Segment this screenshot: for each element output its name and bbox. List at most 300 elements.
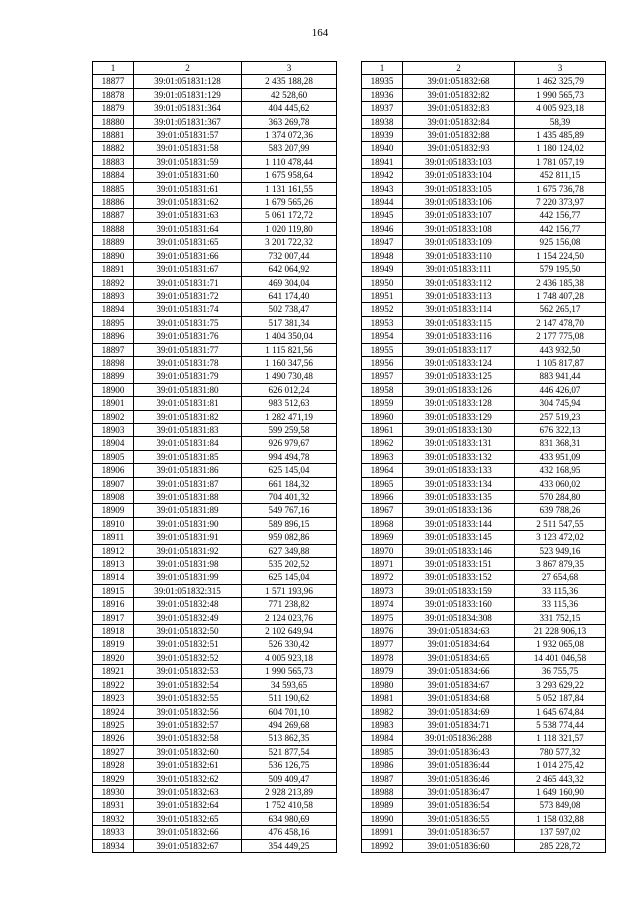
header-col-3: 3 — [515, 62, 606, 75]
table-row — [362, 437, 606, 450]
table-row — [93, 356, 337, 369]
value-cell: 1 158 032,88 — [515, 812, 606, 825]
table-row — [362, 383, 606, 396]
cadastral-number-cell: 39:01:051832:53 — [134, 665, 242, 678]
cadastral-number-cell: 39:01:051834:71 — [403, 718, 515, 731]
table-row — [93, 625, 337, 638]
value-cell: 27 654,68 — [515, 571, 606, 584]
row-number-cell: 18987 — [362, 772, 403, 785]
table-row — [93, 289, 337, 302]
value-cell: 4 005 923,18 — [242, 651, 337, 664]
cadastral-number-cell: 39:01:051833:115 — [403, 316, 515, 329]
table-row — [93, 182, 337, 195]
table-row — [93, 665, 337, 678]
value-cell: 442 156,77 — [515, 209, 606, 222]
table-row — [362, 718, 606, 731]
value-cell: 1 282 471,19 — [242, 410, 337, 423]
table-row — [93, 705, 337, 718]
table-row — [362, 343, 606, 356]
row-number-cell: 18905 — [93, 450, 134, 463]
value-cell: 1 131 161,55 — [242, 182, 337, 195]
value-cell: 285 228,72 — [515, 839, 606, 852]
header-col-3: 3 — [242, 62, 337, 75]
value-cell: 625 145,04 — [242, 571, 337, 584]
row-number-cell: 18939 — [362, 129, 403, 142]
value-cell: 1 435 485,89 — [515, 129, 606, 142]
cadastral-number-cell: 39:01:051833:117 — [403, 343, 515, 356]
cadastral-number-cell: 39:01:051832:68 — [403, 75, 515, 88]
value-cell: 925 156,08 — [515, 236, 606, 249]
cadastral-number-cell: 39:01:051831:84 — [134, 437, 242, 450]
row-number-cell: 18883 — [93, 155, 134, 168]
cadastral-number-cell: 39:01:051831:88 — [134, 491, 242, 504]
row-number-cell: 18911 — [93, 531, 134, 544]
cadastral-number-cell: 39:01:051831:128 — [134, 75, 242, 88]
cadastral-number-cell: 39:01:051836:44 — [403, 759, 515, 772]
row-number-cell: 18990 — [362, 812, 403, 825]
value-cell: 443 932,50 — [515, 343, 606, 356]
cadastral-number-cell: 39:01:051833:106 — [403, 196, 515, 209]
value-cell: 1 374 072,36 — [242, 129, 337, 142]
value-cell: 570 284,80 — [515, 491, 606, 504]
row-number-cell: 18917 — [93, 611, 134, 624]
row-number-cell: 18954 — [362, 330, 403, 343]
value-cell: 2 147 478,70 — [515, 316, 606, 329]
row-number-cell: 18912 — [93, 544, 134, 557]
cadastral-number-cell: 39:01:051832:84 — [403, 115, 515, 128]
table-row — [362, 169, 606, 182]
table-row — [93, 410, 337, 423]
value-cell: 3 123 472,02 — [515, 531, 606, 544]
cadastral-number-cell: 39:01:051834:64 — [403, 638, 515, 651]
table-row — [93, 517, 337, 530]
value-cell: 36 755,75 — [515, 665, 606, 678]
value-cell: 639 788,26 — [515, 504, 606, 517]
table-row — [93, 745, 337, 758]
row-number-cell: 18892 — [93, 276, 134, 289]
value-cell: 573 849,08 — [515, 799, 606, 812]
value-cell: 599 259,58 — [242, 423, 337, 436]
cadastral-number-cell: 39:01:051836:288 — [403, 732, 515, 745]
cadastral-number-cell: 39:01:051833:151 — [403, 558, 515, 571]
row-number-cell: 18963 — [362, 450, 403, 463]
table-row — [93, 142, 337, 155]
row-number-cell: 18959 — [362, 397, 403, 410]
value-cell: 34 593,65 — [242, 678, 337, 691]
row-number-cell: 18904 — [93, 437, 134, 450]
cadastral-number-cell: 39:01:051833:109 — [403, 236, 515, 249]
row-number-cell: 18973 — [362, 584, 403, 597]
cadastral-number-cell: 39:01:051831:57 — [134, 129, 242, 142]
row-number-cell: 18989 — [362, 799, 403, 812]
row-number-cell: 18930 — [93, 785, 134, 798]
row-number-cell: 18929 — [93, 772, 134, 785]
cadastral-number-cell: 39:01:051832:52 — [134, 651, 242, 664]
cadastral-number-cell: 39:01:051831:129 — [134, 88, 242, 101]
cadastral-number-cell: 39:01:051836:55 — [403, 812, 515, 825]
table-row — [362, 705, 606, 718]
cadastral-number-cell: 39:01:051832:57 — [134, 718, 242, 731]
value-cell: 442 156,77 — [515, 222, 606, 235]
cadastral-number-cell: 39:01:051831:85 — [134, 450, 242, 463]
cadastral-number-cell: 39:01:051833:105 — [403, 182, 515, 195]
table-row — [362, 423, 606, 436]
cadastral-number-cell: 39:01:051833:104 — [403, 169, 515, 182]
value-cell: 626 012,24 — [242, 383, 337, 396]
row-number-cell: 18945 — [362, 209, 403, 222]
table-row — [362, 330, 606, 343]
value-cell: 517 381,34 — [242, 316, 337, 329]
row-number-cell: 18933 — [93, 826, 134, 839]
value-cell: 994 494,78 — [242, 450, 337, 463]
value-cell: 1 781 057,19 — [515, 155, 606, 168]
value-cell: 452 811,15 — [515, 169, 606, 182]
value-cell: 1 160 347,56 — [242, 356, 337, 369]
table-row — [362, 410, 606, 423]
cadastral-number-cell: 39:01:051833:160 — [403, 598, 515, 611]
table-header-row — [362, 62, 606, 75]
table-row — [362, 517, 606, 530]
value-cell: 14 401 046,58 — [515, 651, 606, 664]
table-row — [93, 236, 337, 249]
value-cell: 676 322,13 — [515, 423, 606, 436]
table-row — [362, 759, 606, 772]
cadastral-number-cell: 39:01:051832:49 — [134, 611, 242, 624]
table-row — [93, 423, 337, 436]
table-row — [93, 718, 337, 731]
row-number-cell: 18962 — [362, 437, 403, 450]
cadastral-number-cell: 39:01:051832:58 — [134, 732, 242, 745]
row-number-cell: 18968 — [362, 517, 403, 530]
value-cell: 1 990 565,73 — [515, 88, 606, 101]
table-row — [362, 115, 606, 128]
cadastral-number-cell: 39:01:051834:67 — [403, 678, 515, 691]
row-number-cell: 18965 — [362, 477, 403, 490]
value-cell: 433 060,02 — [515, 477, 606, 490]
table-row — [93, 75, 337, 88]
table-row — [362, 75, 606, 88]
value-cell: 42 528,60 — [242, 88, 337, 101]
cadastral-number-cell: 39:01:051836:60 — [403, 839, 515, 852]
cadastral-number-cell: 39:01:051833:125 — [403, 370, 515, 383]
row-number-cell: 18964 — [362, 464, 403, 477]
table-row — [362, 611, 606, 624]
row-number-cell: 18877 — [93, 75, 134, 88]
table-row — [93, 571, 337, 584]
table-row — [362, 316, 606, 329]
table-row — [362, 598, 606, 611]
cadastral-number-cell: 39:01:051831:92 — [134, 544, 242, 557]
value-cell: 3 293 629,22 — [515, 678, 606, 691]
row-number-cell: 18981 — [362, 692, 403, 705]
cadastral-number-cell: 39:01:051831:99 — [134, 571, 242, 584]
row-number-cell: 18928 — [93, 759, 134, 772]
cadastral-number-cell: 39:01:051831:91 — [134, 531, 242, 544]
row-number-cell: 18984 — [362, 732, 403, 745]
cadastral-number-cell: 39:01:051831:81 — [134, 397, 242, 410]
cadastral-number-cell: 39:01:051832:51 — [134, 638, 242, 651]
cadastral-number-cell: 39:01:051832:66 — [134, 826, 242, 839]
cadastral-number-cell: 39:01:051831:77 — [134, 343, 242, 356]
value-cell: 7 220 373,97 — [515, 196, 606, 209]
value-cell: 58,39 — [515, 115, 606, 128]
row-number-cell: 18941 — [362, 155, 403, 168]
table-row — [362, 196, 606, 209]
row-number-cell: 18936 — [362, 88, 403, 101]
value-cell: 1 932 065,08 — [515, 638, 606, 651]
value-cell: 404 445,62 — [242, 102, 337, 115]
row-number-cell: 18916 — [93, 598, 134, 611]
cadastral-number-cell: 39:01:051836:47 — [403, 785, 515, 798]
table-row — [362, 88, 606, 101]
cadastral-number-cell: 39:01:051833:146 — [403, 544, 515, 557]
value-cell: 502 738,47 — [242, 303, 337, 316]
value-cell: 1 679 565,26 — [242, 196, 337, 209]
cadastral-number-cell: 39:01:051831:87 — [134, 477, 242, 490]
row-number-cell: 18988 — [362, 785, 403, 798]
cadastral-number-cell: 39:01:051831:86 — [134, 464, 242, 477]
value-cell: 354 449,25 — [242, 839, 337, 852]
row-number-cell: 18915 — [93, 584, 134, 597]
table-row — [93, 531, 337, 544]
cadastral-number-cell: 39:01:051831:82 — [134, 410, 242, 423]
row-number-cell: 18931 — [93, 799, 134, 812]
table-row — [362, 531, 606, 544]
row-number-cell: 18932 — [93, 812, 134, 825]
table-row — [93, 826, 337, 839]
row-number-cell: 18985 — [362, 745, 403, 758]
row-number-cell: 18894 — [93, 303, 134, 316]
cadastral-number-cell: 39:01:051833:103 — [403, 155, 515, 168]
row-number-cell: 18913 — [93, 558, 134, 571]
row-number-cell: 18907 — [93, 477, 134, 490]
value-cell: 2 511 547,55 — [515, 517, 606, 530]
value-cell: 257 519,23 — [515, 410, 606, 423]
table-row — [362, 102, 606, 115]
value-cell: 1 462 325,79 — [515, 75, 606, 88]
table-row — [93, 330, 337, 343]
value-cell: 526 330,42 — [242, 638, 337, 651]
table-row — [362, 276, 606, 289]
value-cell: 589 896,15 — [242, 517, 337, 530]
value-cell: 137 597,02 — [515, 826, 606, 839]
cadastral-number-cell: 39:01:051832:65 — [134, 812, 242, 825]
cadastral-number-cell: 39:01:051832:64 — [134, 799, 242, 812]
table-row — [93, 276, 337, 289]
cadastral-number-cell: 39:01:051833:112 — [403, 276, 515, 289]
table-row — [362, 450, 606, 463]
table-row — [93, 544, 337, 557]
row-number-cell: 18947 — [362, 236, 403, 249]
row-number-cell: 18909 — [93, 504, 134, 517]
header-col-1: 1 — [362, 62, 403, 75]
row-number-cell: 18900 — [93, 383, 134, 396]
table-row — [93, 651, 337, 664]
row-number-cell: 18958 — [362, 383, 403, 396]
table-row — [93, 477, 337, 490]
cadastral-number-cell: 39:01:051832:60 — [134, 745, 242, 758]
row-number-cell: 18970 — [362, 544, 403, 557]
value-cell: 33 115,36 — [515, 598, 606, 611]
cadastral-number-cell: 39:01:051832:63 — [134, 785, 242, 798]
value-cell: 625 145,04 — [242, 464, 337, 477]
cadastral-number-cell: 39:01:051833:116 — [403, 330, 515, 343]
table-row — [362, 732, 606, 745]
cadastral-number-cell: 39:01:051831:79 — [134, 370, 242, 383]
cadastral-number-cell: 39:01:051831:72 — [134, 289, 242, 302]
table-row — [93, 316, 337, 329]
cadastral-number-cell: 39:01:051831:98 — [134, 558, 242, 571]
value-cell: 1 990 565,73 — [242, 665, 337, 678]
value-cell: 304 745,94 — [515, 397, 606, 410]
value-cell: 704 401,32 — [242, 491, 337, 504]
value-cell: 2 102 649,94 — [242, 625, 337, 638]
table-row — [362, 289, 606, 302]
table-row — [362, 236, 606, 249]
value-cell: 634 980,69 — [242, 812, 337, 825]
table-row — [362, 544, 606, 557]
cadastral-number-cell: 39:01:051834:65 — [403, 651, 515, 664]
row-number-cell: 18937 — [362, 102, 403, 115]
header-col-2: 2 — [134, 62, 242, 75]
cadastral-number-cell: 39:01:051831:59 — [134, 155, 242, 168]
table-row — [93, 263, 337, 276]
value-cell: 535 202,52 — [242, 558, 337, 571]
cadastral-number-cell: 39:01:051831:66 — [134, 249, 242, 262]
cadastral-number-cell: 39:01:051831:65 — [134, 236, 242, 249]
cadastral-number-cell: 39:01:051833:113 — [403, 289, 515, 302]
table-row — [362, 558, 606, 571]
value-cell: 1 490 730,48 — [242, 370, 337, 383]
cadastral-number-cell: 39:01:051833:130 — [403, 423, 515, 436]
row-number-cell: 18903 — [93, 423, 134, 436]
row-number-cell: 18881 — [93, 129, 134, 142]
value-cell: 661 184,32 — [242, 477, 337, 490]
cadastral-number-cell: 39:01:051832:50 — [134, 625, 242, 638]
cadastral-table-left — [92, 61, 337, 853]
cadastral-number-cell: 39:01:051832:48 — [134, 598, 242, 611]
value-cell: 511 190,62 — [242, 692, 337, 705]
cadastral-number-cell: 39:01:051831:71 — [134, 276, 242, 289]
row-number-cell: 18960 — [362, 410, 403, 423]
table-row — [93, 437, 337, 450]
table-row — [362, 638, 606, 651]
cadastral-number-cell: 39:01:051833:133 — [403, 464, 515, 477]
row-number-cell: 18938 — [362, 115, 403, 128]
cadastral-number-cell: 39:01:051833:145 — [403, 531, 515, 544]
row-number-cell: 18986 — [362, 759, 403, 772]
value-cell: 1 105 817,87 — [515, 356, 606, 369]
row-number-cell: 18949 — [362, 263, 403, 276]
row-number-cell: 18898 — [93, 356, 134, 369]
cadastral-number-cell: 39:01:051833:126 — [403, 383, 515, 396]
table-row — [93, 397, 337, 410]
value-cell: 983 512,63 — [242, 397, 337, 410]
table-row — [93, 88, 337, 101]
row-number-cell: 18878 — [93, 88, 134, 101]
row-number-cell: 18950 — [362, 276, 403, 289]
row-number-cell: 18983 — [362, 718, 403, 731]
table-row — [362, 504, 606, 517]
row-number-cell: 18902 — [93, 410, 134, 423]
value-cell: 959 082,86 — [242, 531, 337, 544]
cadastral-number-cell: 39:01:051833:159 — [403, 584, 515, 597]
value-cell: 1 748 407,28 — [515, 289, 606, 302]
table-row — [93, 169, 337, 182]
cadastral-number-cell: 39:01:051832:82 — [403, 88, 515, 101]
value-cell: 2 435 188,28 — [242, 75, 337, 88]
value-cell: 926 979,67 — [242, 437, 337, 450]
row-number-cell: 18914 — [93, 571, 134, 584]
cadastral-number-cell: 39:01:051832:67 — [134, 839, 242, 852]
cadastral-number-cell: 39:01:051832:315 — [134, 584, 242, 597]
row-number-cell: 18992 — [362, 839, 403, 852]
table-row — [362, 491, 606, 504]
row-number-cell: 18895 — [93, 316, 134, 329]
row-number-cell: 18901 — [93, 397, 134, 410]
table-row — [362, 692, 606, 705]
table-row — [93, 155, 337, 168]
row-number-cell: 18884 — [93, 169, 134, 182]
row-number-cell: 18890 — [93, 249, 134, 262]
table-row — [362, 651, 606, 664]
value-cell: 3 201 722,32 — [242, 236, 337, 249]
cadastral-number-cell: 39:01:051832:61 — [134, 759, 242, 772]
value-cell: 831 368,31 — [515, 437, 606, 450]
header-col-2: 2 — [403, 62, 515, 75]
cadastral-number-cell: 39:01:051833:114 — [403, 303, 515, 316]
row-number-cell: 18976 — [362, 625, 403, 638]
row-number-cell: 18940 — [362, 142, 403, 155]
cadastral-number-cell: 39:01:051833:152 — [403, 571, 515, 584]
row-number-cell: 18921 — [93, 665, 134, 678]
cadastral-number-cell: 39:01:051833:136 — [403, 504, 515, 517]
row-number-cell: 18944 — [362, 196, 403, 209]
value-cell: 4 005 923,18 — [515, 102, 606, 115]
cadastral-number-cell: 39:01:051831:60 — [134, 169, 242, 182]
cadastral-number-cell: 39:01:051831:64 — [134, 222, 242, 235]
table-row — [362, 477, 606, 490]
row-number-cell: 18897 — [93, 343, 134, 356]
table-row — [362, 249, 606, 262]
row-number-cell: 18977 — [362, 638, 403, 651]
table-row — [93, 812, 337, 825]
value-cell: 641 174,40 — [242, 289, 337, 302]
row-number-cell: 18906 — [93, 464, 134, 477]
table-row — [93, 611, 337, 624]
table-row — [93, 692, 337, 705]
table-row — [362, 678, 606, 691]
value-cell: 5 538 774,44 — [515, 718, 606, 731]
value-cell: 536 126,75 — [242, 759, 337, 772]
table-row — [362, 665, 606, 678]
row-number-cell: 18948 — [362, 249, 403, 262]
table-row — [362, 826, 606, 839]
cadastral-number-cell: 39:01:051832:93 — [403, 142, 515, 155]
table-row — [362, 356, 606, 369]
cadastral-number-cell: 39:01:051834:68 — [403, 692, 515, 705]
row-number-cell: 18971 — [362, 558, 403, 571]
cadastral-number-cell: 39:01:051836:43 — [403, 745, 515, 758]
value-cell: 627 349,88 — [242, 544, 337, 557]
value-cell: 433 951,09 — [515, 450, 606, 463]
table-row — [362, 812, 606, 825]
row-number-cell: 18979 — [362, 665, 403, 678]
cadastral-number-cell: 39:01:051834:69 — [403, 705, 515, 718]
table-row — [362, 142, 606, 155]
table-row — [362, 129, 606, 142]
cadastral-number-cell: 39:01:051833:108 — [403, 222, 515, 235]
